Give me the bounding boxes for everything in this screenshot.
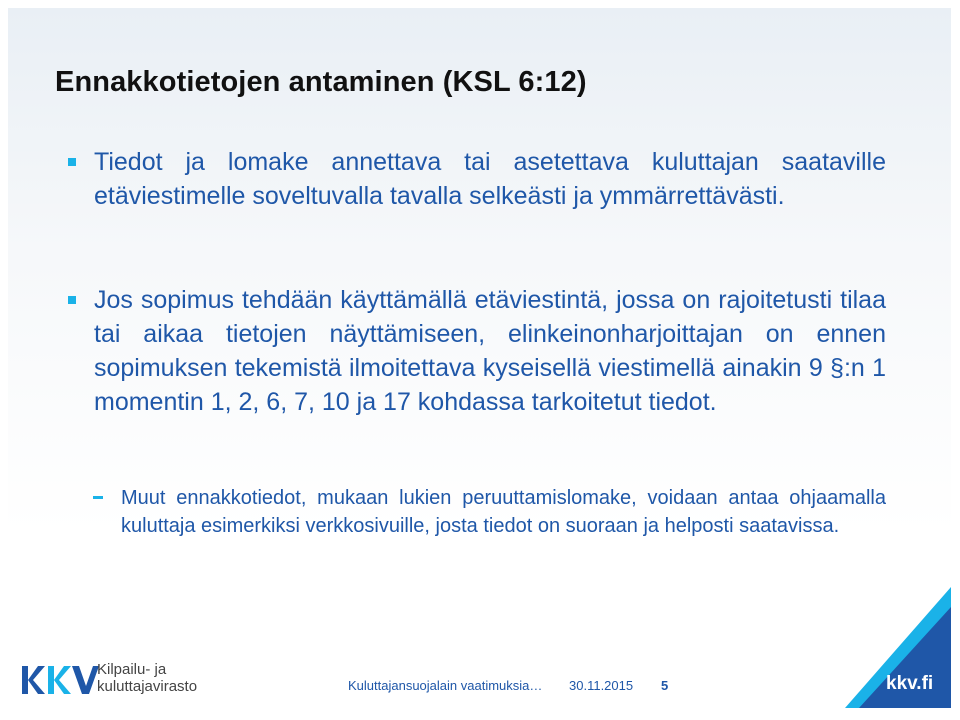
sub-bullet-item [93,484,886,540]
bullet-item [68,145,886,213]
logo-line: Kilpailu- ja [97,661,167,678]
footer-page-number: 5 [661,678,669,693]
bullet-text: Jos sopimus tehdään käyttämällä etäviestintä, jossa on rajoitetusti tilaa tai aikaa tietojen näyttämiseen, elinkeinonharjoittajan on ennen sopimuksen tekemistä ilmoitettava kyseisellä viestimellä ainakin 9 §:n 1 momentin 1, 2, 6, 7, 10 ja 17 kohdassa tarkoitetut tiedot. [94,286,886,416]
footer-presentation-title: Kuluttajansuojalain vaatimuksia… [348,678,543,693]
bullet-item [68,283,886,419]
sub-bullet-text: Muut ennakkotiedot, mukaan lukien peruuttamislomake, voidaan antaa ohjaamalla kuluttaja esimerkiksi verkkosivuille, josta tiedot on suoraan ja helposti saatavissa. [121,487,886,537]
logo-wordmark [97,661,197,695]
bullet-text: Tiedot ja lomake annettava tai asetettava kuluttajan saataville etäviestimelle soveltuvalla tavalla selkeästi ja ymmärrettävästi. [94,148,886,210]
square-bullet-icon [68,296,76,304]
footer-date: 30.11.2015 [569,678,634,693]
slide-title: Ennakkotietojen antaminen (KSL 6:12) [55,66,587,98]
dash-bullet-icon [93,496,103,499]
brand-link[interactable]: kkv.fi [886,673,934,694]
square-bullet-icon [68,158,76,166]
logo-line: kuluttajavirasto [97,678,198,695]
